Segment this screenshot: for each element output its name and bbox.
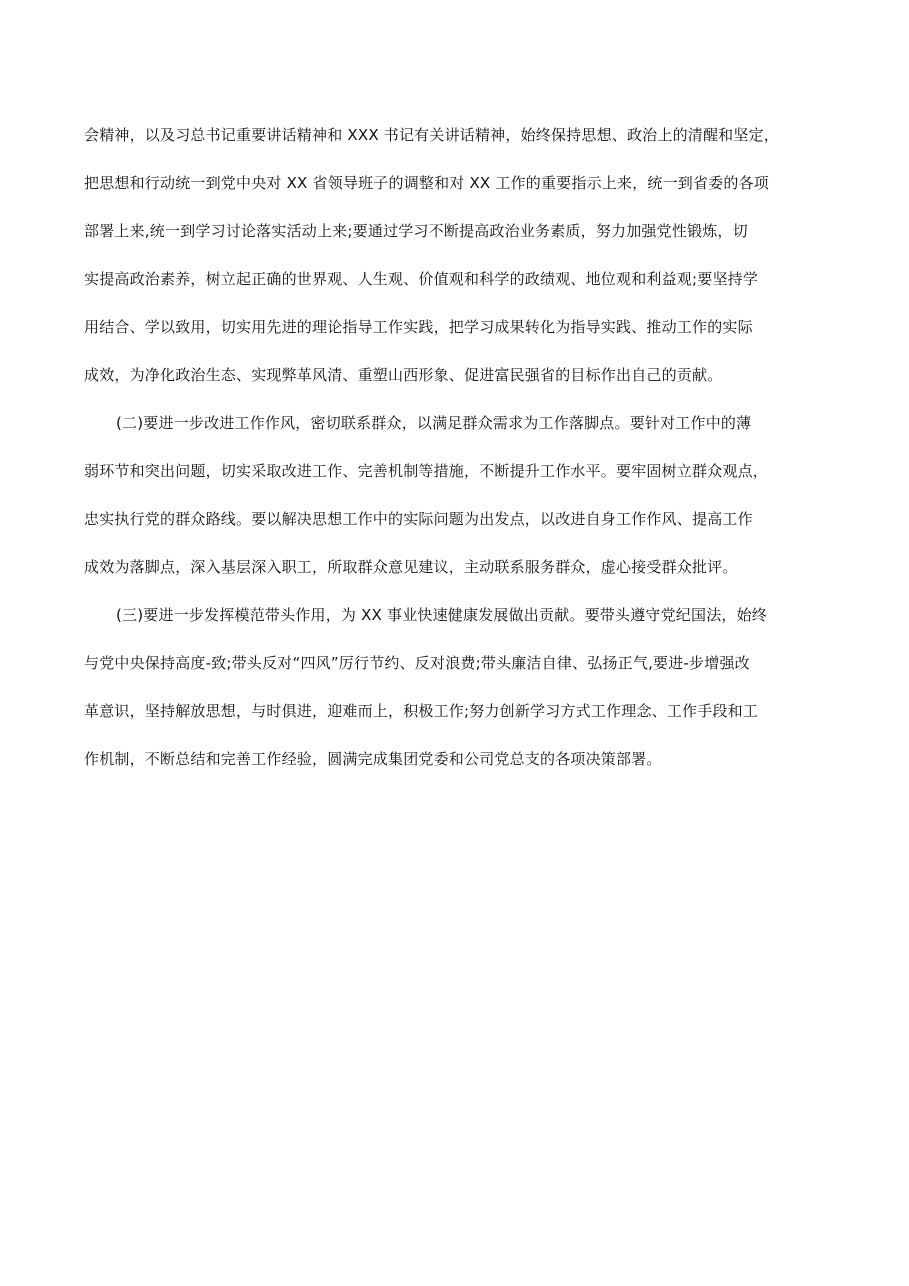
text-line: 弱环节和突出问题，切实采取改进工作、完善机制等措施，不断提升工作水平。要牢固树立群众观点， bbox=[84, 462, 769, 480]
text-line: 用结合、学以致用，切实用先进的理论指导工作实践，把学习成果转化为指导实践、推动工作的实际 bbox=[84, 318, 753, 336]
text-line: 部署上来,统一到学习讨论落实活动上来;要通过学习不断提高政治业务素质，努力加强党性锻炼，切 bbox=[84, 222, 748, 240]
text-line: 革意识，坚持解放思想，与时俱进，迎难而上，积极工作;努力创新学习方式工作理念、工作手段和工 bbox=[84, 702, 759, 720]
text-line: 把思想和行动统一到党中央对 XX 省领导班子的调整和对 XX 工作的重要指示上来，统一到省委的各项 bbox=[84, 174, 769, 192]
text-line: 成效，为净化政治生态、实现弊革风清、重塑山西形象、促进富民强省的目标作出自己的贡献。 bbox=[84, 366, 723, 384]
text-line: 与党中央保持高度-致;带头反对“四风”厉行节约、反对浪费;带头廉洁自律、弘扬正气,要进-步增强改 bbox=[84, 654, 750, 672]
document-body bbox=[84, 111, 834, 783]
paragraph-three-first-line: (三)要进一步发挥模范带头作用，为 XX 事业快速健康发展做出贡献。要带头遵守党纪国法，始终 bbox=[116, 606, 767, 624]
paragraph-two-first-line: (二)要进一步改进工作作风，密切联系群众，以满足群众需求为工作落脚点。要针对工作中的薄 bbox=[116, 414, 752, 432]
text-line: 成效为落脚点，深入基层深入职工，所取群众意见建议，主动联系服务群众，虚心接受群众批评。 bbox=[84, 558, 738, 576]
text-line: 作机制，不断总结和完善工作经验，圆满完成集团党委和公司党总支的各项决策部署。 bbox=[84, 750, 662, 768]
text-line: 实提高政治素养，树立起正确的世界观、人生观、价值观和科学的政绩观、地位观和利益观;要坚持学 bbox=[84, 270, 759, 288]
text-line: 会精神，以及习总书记重要讲话精神和 XXX 书记有关讲话精神，始终保持思想、政治上的清醒和坚定， bbox=[84, 126, 779, 144]
text-line: 忠实执行党的群众路线。要以解决思想工作中的实际问题为出发点，以改进自身工作作风、提高工作 bbox=[84, 510, 753, 528]
